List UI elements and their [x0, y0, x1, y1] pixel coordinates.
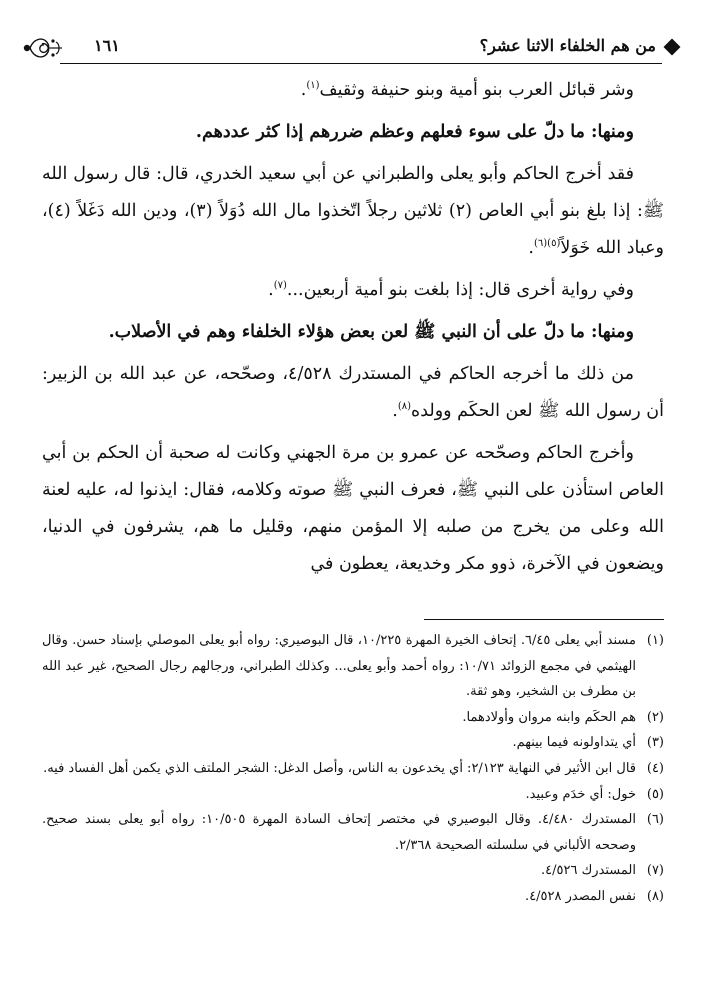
footnote: (١) مسند أبي يعلى ٦/٤٥. إتحاف الخيرة المهرة ١٠/٢٢٥، قال البوصيري: رواه أبو يعلى الموصلي بإسناد حسن. وقال الهيثمي في مجمع الزوائد ١٠/٧١: رواه أحمد وأبو يعلى... وكذلك الطبراني، ورجالهم رجال الصحيح، غير عبد الله بن مطرف بن الشخير، وهو ثقة.: [42, 633, 664, 700]
header-rule: [60, 63, 662, 64]
footnote: (٨) نفس المصدر ٤/٥٢٨.: [525, 888, 664, 904]
footnote: (٢) هم الحكَم وابنه مروان وأولادهما.: [462, 709, 664, 725]
paragraph: فقد أخرج الحاكم وأبو يعلى والطبراني عن أبي سعيد الخدري، قال: قال رسول الله ﷺ: إذا بلغ بنو أبي العاص (٢) ثلاثين رجلاً اتّخذوا مال الله دُوَلاً (٣)، ودين الله دَغَلاً (٤)، وعباد الله خَوَلاً$^{(٥)(٦)}$.: [42, 164, 664, 258]
footnote: (٤) قال ابن الأثير في النهاية ٢/١٢٣: أي يخدعون به الناس، وأصل الدغل: الشجر الملتف الذي يكمن أهل الفساد فيه.: [43, 760, 664, 776]
footnote-ref: (١): [306, 80, 320, 92]
footnote-ref: (٧): [273, 280, 287, 292]
section-heading: ومنها: ما دلّ على سوء فعلهم وعظم ضررهم إذا كثر عددهم.: [195, 122, 634, 142]
footnote-ref: (٨): [397, 401, 412, 413]
footnote-separator: [424, 619, 664, 620]
page-number: ١٦١: [94, 36, 120, 55]
paragraph: من ذلك ما أخرجه الحاكم في المستدرك ٤/٥٢٨، وصحّحه، عن عبد الله بن الزبير: أن رسول الله ﷺ لعن الحكَم وولده$^{(٨)}$.: [42, 364, 664, 421]
diamond-icon: [664, 39, 681, 56]
page-header: [20, 32, 688, 66]
ornament-icon: [20, 32, 80, 64]
footnote-ref: (٥)(٦): [533, 238, 561, 250]
main-text: [42, 72, 664, 588]
paragraph: وشر قبائل العرب بنو أمية وبنو حنيفة وثقيف$^{(١)}$.: [300, 80, 634, 100]
footnotes: [42, 628, 664, 910]
paragraph: وفي رواية أخرى قال: إذا بلغت بنو أمية أربعين...$^{(٧)}$.: [268, 280, 634, 300]
footnote: (٧) المستدرك ٤/٥٢٦.: [540, 863, 664, 879]
footnote: (٣) أي يتداولونه فيما بينهم.: [512, 735, 664, 751]
running-title: من هم الخلفاء الاثنا عشر؟: [479, 36, 656, 55]
footnote: (٦) المستدرك ٤/٤٨٠. وقال البوصيري في مختصر إتحاف السادة المهرة ١٠/٥٠٥: رواه أبو يعلى بسند صحيح. وصححه الألباني في سلسلته الصحيحة ٢/٣٦٨.: [42, 812, 664, 853]
paragraph: وأخرج الحاكم وصحّحه عن عمرو بن مرة الجهني وكانت له صحبة أن الحكم بن أبي العاص استأذن على النبي ﷺ، فعرف النبي ﷺ صوته وكلامه، فقال: ايذنوا له، عليه لعنة الله وعلى من يخرج من صلبه إلا المؤمن منهم، وقليل ما هم، يشرفون في الدنيا، ويضعون في الآخرة، ذوو مكر وخديعة، يعطون في: [42, 443, 664, 574]
section-heading: ومنها: ما دلّ على أن النبي ﷺ لعن بعض هؤلاء الخلفاء وهم في الأصلاب.: [108, 322, 634, 342]
footnote: (٥) خول: أي خدَم وعبيد.: [525, 786, 664, 802]
